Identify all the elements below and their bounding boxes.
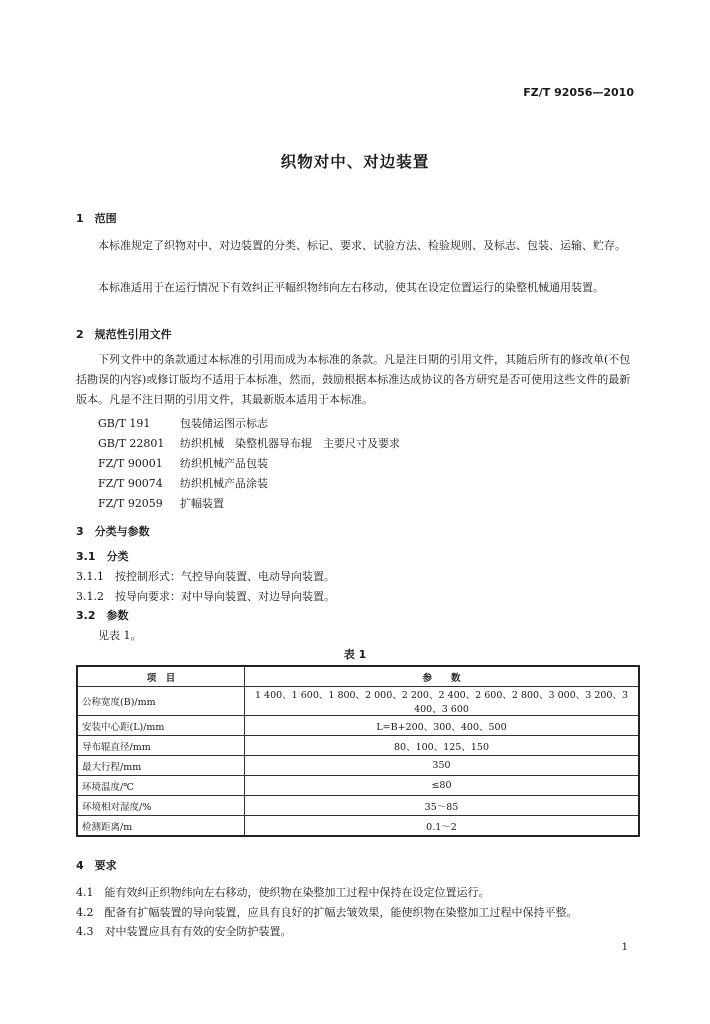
header-item: 项 目 [77, 666, 245, 687]
clause-3-1-1: 3.1.1 按控制形式：气控导向装置、电动导向装置。 [76, 570, 335, 583]
clause-3-2-heading: 3.2 参数 [76, 609, 129, 622]
parameter-table [76, 665, 640, 837]
row-value: 1 400、1 600、1 800、2 000、2 200、2 400、2 600、2 800、3 000、3 200、3 400、3 600 [245, 687, 640, 716]
reference-item [98, 495, 224, 511]
reference-item [98, 415, 268, 431]
reference-code: FZ/T 92059 [98, 497, 163, 510]
section-1-paragraph-2: 本标准适用于在运行情况下有效纠正平幅织物纬向左右移动，使其在设定位置运行的染整机械通用装置。 [98, 281, 604, 294]
table-row [77, 776, 639, 796]
section-1-heading: 1 范围 [76, 212, 117, 225]
reference-name: 包装储运图示标志 [180, 417, 268, 430]
row-value: 350 [245, 756, 640, 776]
page-title: 织物对中、对边装置 [280, 153, 430, 171]
row-item: 公称宽度(B)/mm [77, 687, 245, 716]
section-3-heading: 3 分类与参数 [76, 525, 150, 538]
section-4-heading: 4 要求 [76, 859, 117, 872]
clause-4-1: 4.1 能有效纠正织物纬向左右移动，使织物在染整加工过程中保持在设定位置运行。 [76, 886, 490, 899]
table-row [77, 756, 639, 776]
clause-3-1-heading: 3.1 分类 [76, 550, 129, 563]
table-row [77, 816, 639, 837]
page-number: 1 [621, 942, 628, 953]
row-item: 环境相对湿度/% [77, 796, 245, 816]
table-caption: 表 1 [343, 648, 367, 661]
row-item: 导布辊直径/mm [77, 736, 245, 756]
row-value: ≤80 [245, 776, 640, 796]
row-item: 环境温度/℃ [77, 776, 245, 796]
reference-name: 纺织机械产品包装 [180, 457, 268, 470]
reference-name: 扩幅装置 [180, 497, 224, 510]
table-row [77, 687, 639, 716]
table-row [77, 716, 639, 736]
standard-code: FZ/T 92056—2010 [523, 86, 634, 99]
clause-4-2: 4.2 配备有扩幅装置的导向装置，应具有良好的扩幅去皱效果，能使织物在染整加工过程中保持平整。 [76, 906, 578, 919]
reference-name: 纺织机械产品涂装 [180, 477, 268, 490]
reference-code: GB/T 191 [98, 417, 151, 430]
reference-code: FZ/T 90001 [98, 457, 163, 470]
row-value: 35～85 [245, 796, 640, 816]
table-header-row [77, 666, 639, 687]
section-2-paragraph: 下列文件中的条款通过本标准的引用而成为本标准的条款。凡是注日期的引用文件，其随后所有的修改单(不包括勘误的内容)或修订版均不适用于本标准，然而，鼓励根据本标准达成协议的各方研究是否可使用这些文件的最新版本。凡是不注日期的引用文件，其最新版本适用于本标准。 [76, 353, 631, 406]
table-row [77, 796, 639, 816]
header-parameter: 参 数 [245, 666, 640, 687]
clause-4-3: 4.3 对中装置应具有有效的安全防护装置。 [76, 925, 292, 938]
reference-code: FZ/T 90074 [98, 477, 163, 490]
reference-name: 纺织机械 染整机器导布辊 主要尺寸及要求 [180, 437, 400, 450]
row-value: 0.1～2 [245, 816, 640, 837]
row-item: 检测距离/m [77, 816, 245, 837]
section-2-heading: 2 规范性引用文件 [76, 328, 172, 341]
table-row [77, 736, 639, 756]
row-item: 最大行程/mm [77, 756, 245, 776]
table-reference: 见表 1。 [98, 629, 142, 642]
reference-item [98, 435, 400, 451]
reference-item [98, 455, 268, 471]
row-value: 80、100、125、150 [245, 736, 640, 756]
reference-item [98, 475, 268, 491]
clause-3-1-2: 3.1.2 按导向要求：对中导向装置、对边导向装置。 [76, 590, 335, 603]
row-item: 安装中心距(L)/mm [77, 716, 245, 736]
row-value: L=B+200、300、400、500 [245, 716, 640, 736]
reference-code: GB/T 22801 [98, 437, 165, 450]
section-1-paragraph-1: 本标准规定了织物对中、对边装置的分类、标记、要求、试验方法、检验规则、及标志、包装、运输、贮存。 [98, 239, 626, 252]
